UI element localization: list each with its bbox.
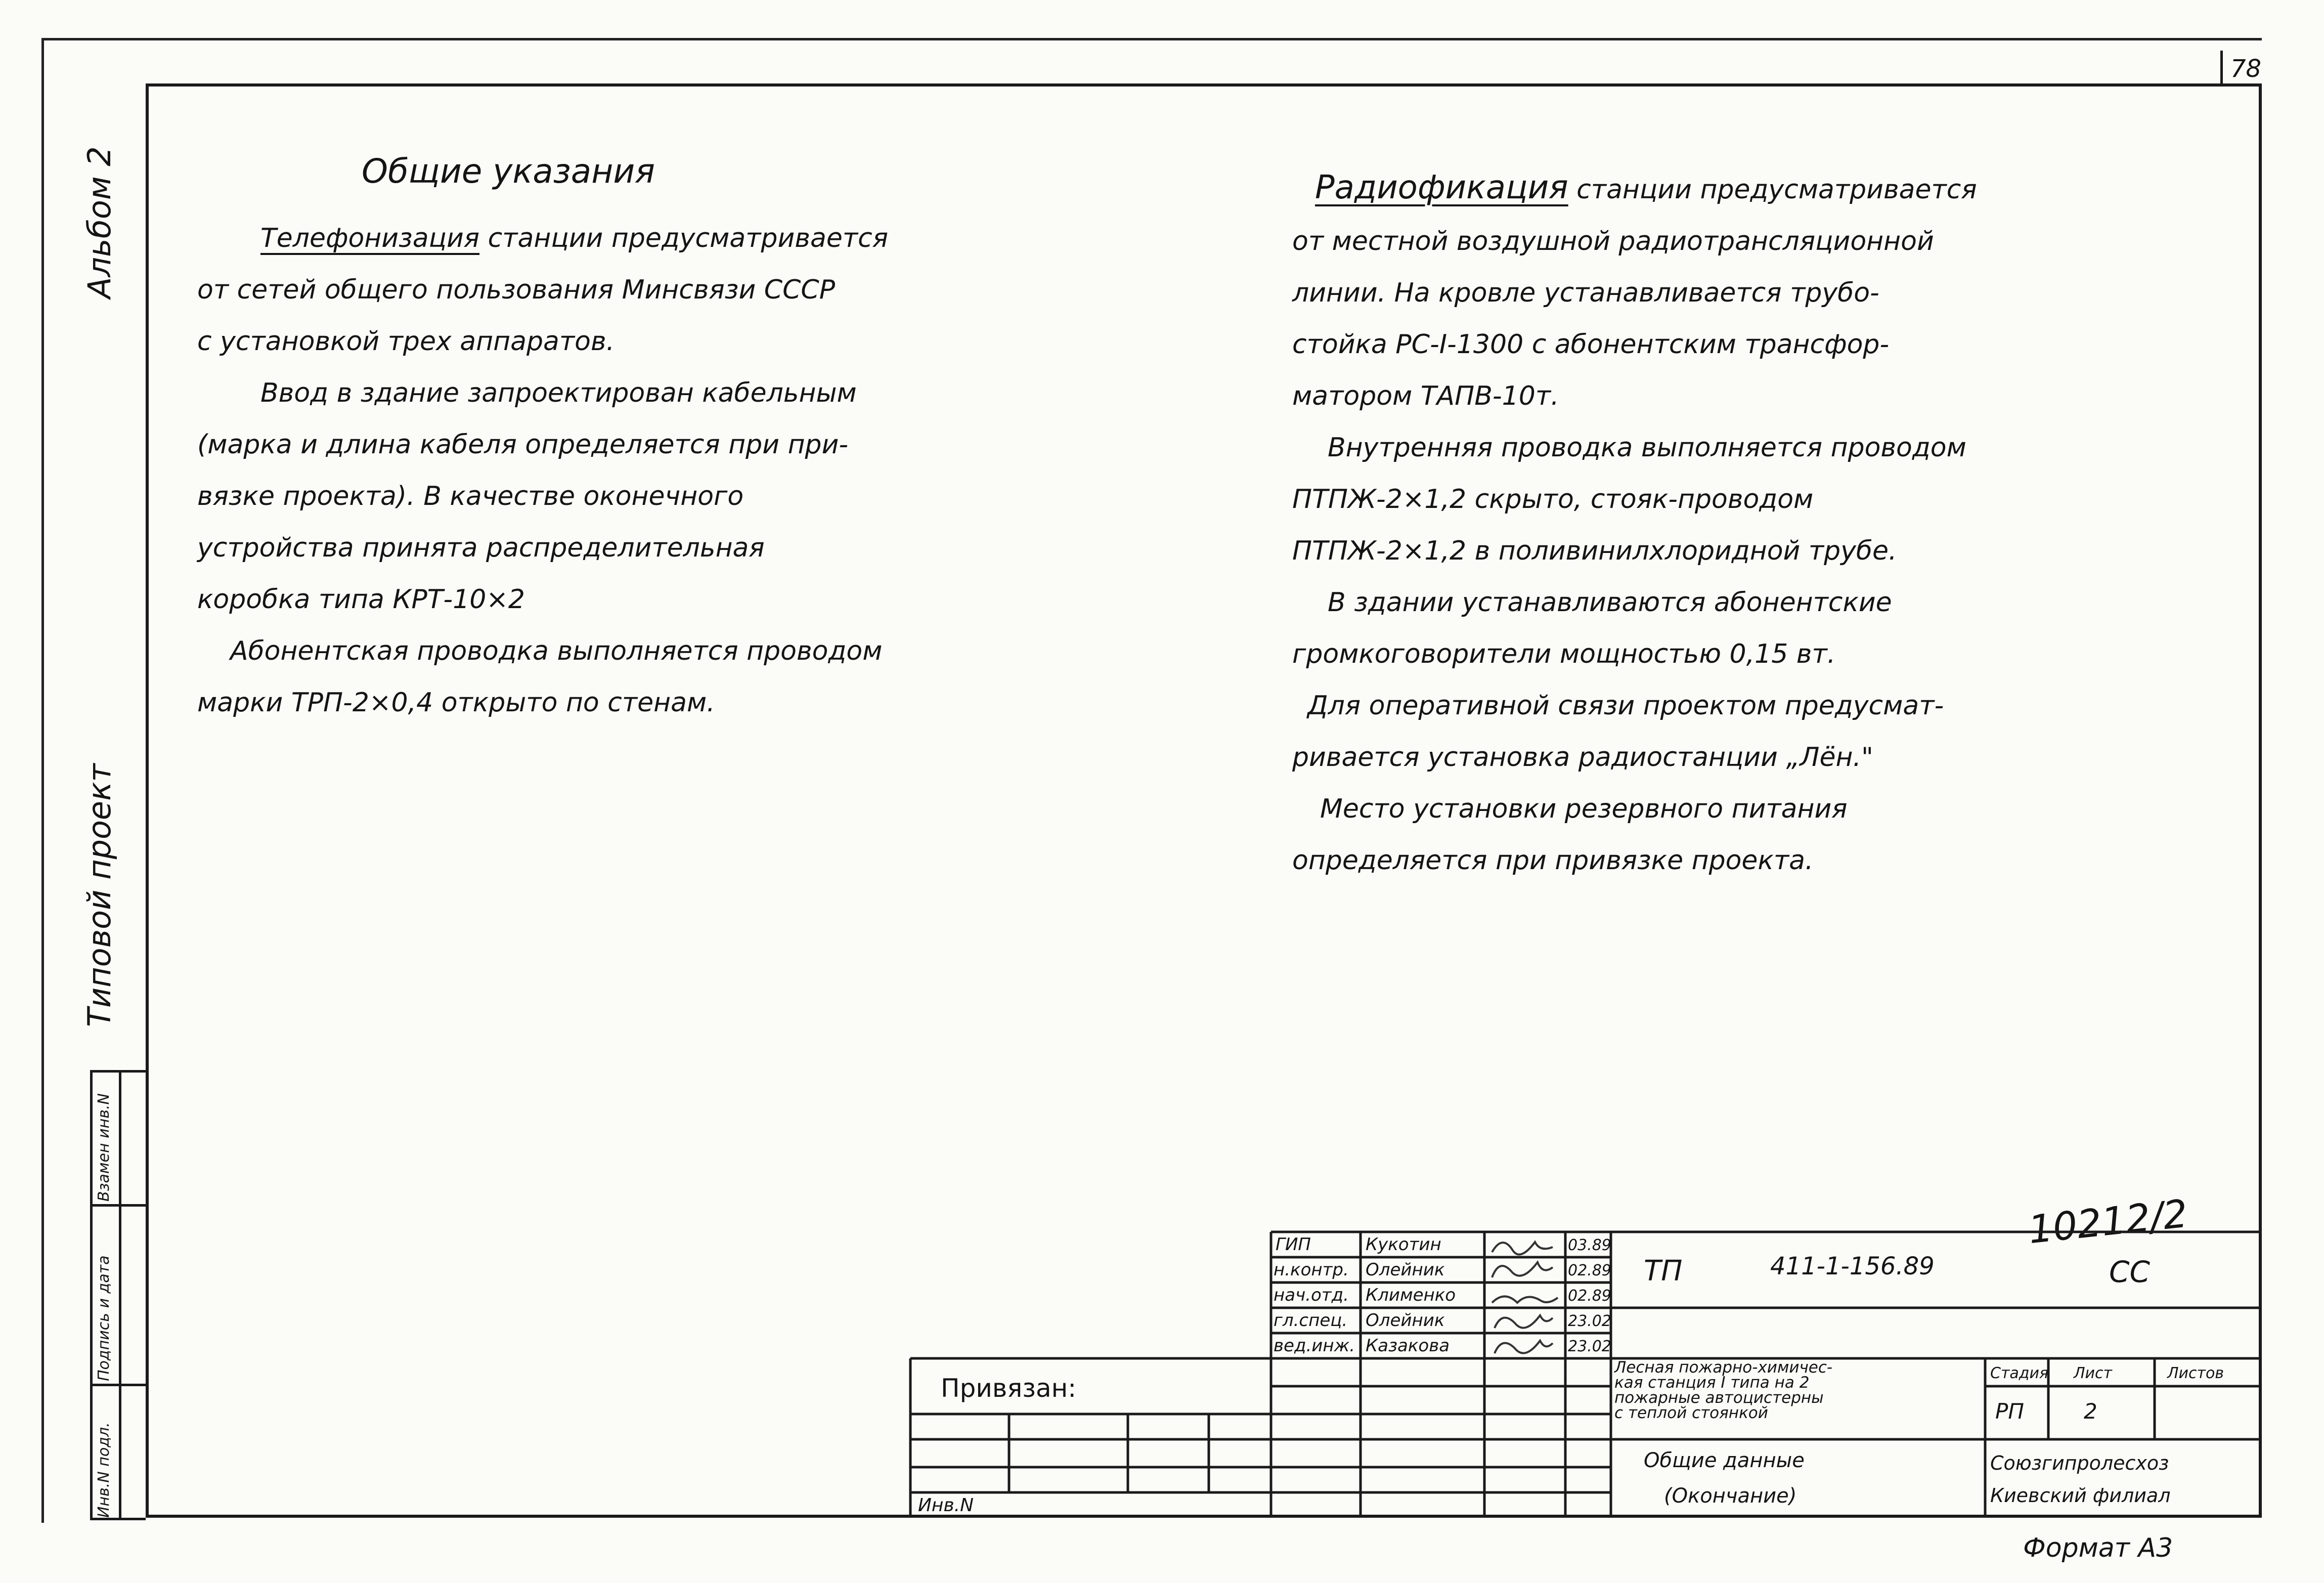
left-line: Ввод в здание запроектирован кабельным [260,378,857,408]
stage-value: РП [1995,1399,2024,1424]
signatory-date: 02.89 [1568,1287,1611,1305]
right-line: от местной воздушной радиотрансляционной [1292,226,1934,256]
organization-line: Союзгипролесхоз [1990,1452,2169,1474]
bound-label: Привязан: [941,1374,1077,1403]
right-line: ПТПЖ-2×1,2 в поливинилхлоридной трубе. [1292,536,1897,566]
drawing-title-line: Общие данные [1644,1449,1805,1472]
sheet-code: 10212/2 [2026,1190,2190,1253]
right-line: Для оперативной связи проектом предусмат- [1307,691,1944,721]
doc-mark: СС [2109,1255,2150,1289]
project-title-line: с теплой стоянкой [1614,1404,1768,1422]
left-line: коробка типа КРТ-10×2 [197,584,525,615]
signatory-date: 23.02 [1568,1312,1611,1330]
album-label: Альбом 2 [81,146,118,298]
left-line: (марка и длина кабеля определяется при при- [197,430,849,460]
right-line: станции предусматривается [1568,175,1977,205]
project-title-line: Лесная пожарно-химичес- [1614,1358,1833,1377]
right-line: определяется при привязке проекта. [1292,845,1814,876]
right-line: матором ТАПВ-10т. [1292,381,1559,411]
format-label: Формат А3 [2023,1533,2173,1563]
left-line: станции предусматривается [479,223,889,253]
signature-date-label: Подпись и дата [95,1255,113,1381]
right-line: стойка РС-I-1300 с абонентским трансфор- [1292,329,1890,360]
left-line: марки ТРП-2×0,4 открыто по стенам. [197,688,715,718]
telephone-title: Телефонизация [260,223,480,253]
right-line: В здании устанавливаются абонентские [1328,587,1892,618]
sheet-header: Лист [2074,1364,2113,1382]
organization [1990,1447,2171,1512]
signatory-role: нач.отд. [1274,1285,1349,1305]
project-title [1614,1360,1832,1421]
project-type-label: Типовой проект [81,763,118,1027]
doc-prefix: ТП [1644,1255,1683,1288]
signatory-date: 23.02 [1568,1338,1611,1355]
right-line: ривается установка радиостанции „Лён." [1292,742,1873,773]
right-line: Место установки резервного питания [1320,794,1848,824]
right-line: Внутренняя проводка выполняется проводом [1328,433,1966,463]
project-title-line: пожарные автоцистерны [1614,1389,1824,1407]
right-line: ПТПЖ-2×1,2 скрыто, стояк-проводом [1292,484,1814,515]
sheet-value: 2 [2084,1399,2097,1424]
sheets-header: Листов [2167,1364,2224,1382]
drawing-title [1644,1443,1805,1514]
signatory-date: 02.89 [1568,1262,1611,1279]
right-line: линии. На кровле устанавливается трубо- [1292,278,1879,308]
right-line: громкоговорители мощностью 0,15 вт. [1292,639,1836,669]
signatory-name: Казакова [1366,1336,1450,1356]
left-line: от сетей общего пользования Минсвязи СССР [197,275,836,305]
inv-label: Инв.N [918,1495,974,1516]
signatory-role: н.контр. [1274,1260,1349,1280]
signatory-role: ГИП [1276,1234,1311,1255]
replaces-inv-label: Взамен инв.N [95,1093,113,1202]
signatory-name: Кукотин [1366,1234,1441,1255]
project-title-line: кая станция I типа на 2 [1614,1374,1810,1392]
signature-marks [1492,1242,1558,1353]
doc-number: 411-1-156.89 [1770,1252,1935,1280]
left-line: устройства принята распределительная [197,533,765,563]
inv-original-label: Инв.N подл. [95,1422,113,1518]
signatory-role: вед.инж. [1274,1336,1355,1356]
left-line: вязке проекта). В качестве оконечного [197,481,744,511]
signatory-name: Олейник [1366,1310,1445,1331]
page-number: 78 [2230,55,2262,83]
radio-title: Радиофикация [1315,169,1568,206]
left-line: с установкой трех аппаратов. [197,326,615,357]
signatory-name: Клименко [1366,1285,1456,1305]
signatory-date: 03.89 [1568,1236,1611,1254]
left-line: Абонентская проводка выполняется проводом [230,636,883,666]
section-heading: Общие указания [362,152,655,191]
organization-line: Киевский филиал [1990,1484,2171,1507]
signatory-role: гл.спец. [1274,1310,1348,1331]
stage-header: Стадия [1990,1364,2049,1382]
signatory-name: Олейник [1366,1260,1445,1280]
drawing-title-line: (Окончание) [1664,1484,1797,1508]
